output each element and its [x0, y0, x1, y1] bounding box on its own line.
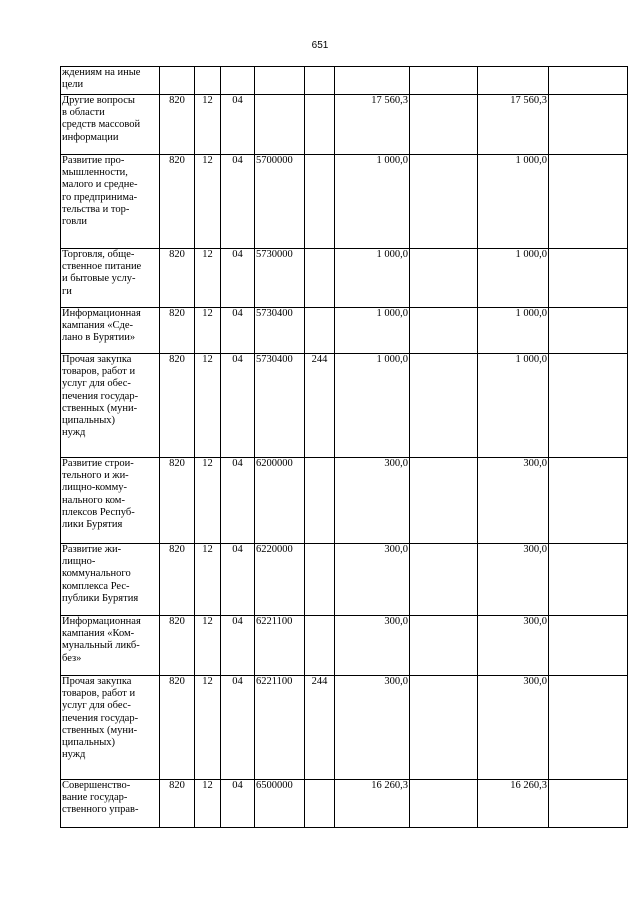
- subsection-code-cell: 04: [221, 676, 255, 780]
- row-name-cell: Прочая закупка товаров, работ и услуг для обес- печения государ- ственных (муни- ципальных) нужд: [61, 676, 160, 780]
- ved-code-cell: 820: [160, 458, 195, 544]
- subsection-code-cell: 04: [221, 95, 255, 155]
- change-cell: [410, 676, 478, 780]
- amount-cell: 16 260,3: [335, 780, 410, 828]
- target-article-cell: 6221100: [255, 676, 305, 780]
- amount-with-changes-cell: 16 260,3: [478, 780, 549, 828]
- table-row: [61, 544, 628, 616]
- expense-type-cell: [305, 544, 335, 616]
- extra-cell: [549, 544, 628, 616]
- change-cell: [410, 155, 478, 249]
- table-row: [61, 676, 628, 780]
- row-name-cell: Информационная кампания «Ком- мунальный ликб- без»: [61, 616, 160, 676]
- amount-cell: 1 000,0: [335, 308, 410, 354]
- extra-cell: [549, 249, 628, 308]
- amount-with-changes-cell: 1 000,0: [478, 155, 549, 249]
- row-name-cell: Развитие строи- тельного и жи- лищно-комму- нального ком- плексов Респуб- лики Бурятия: [61, 458, 160, 544]
- target-article-cell: [255, 67, 305, 95]
- section-code-cell: 12: [195, 155, 221, 249]
- row-name-cell: Развитие жи- лищно- коммунального комплекса Рес- публики Бурятия: [61, 544, 160, 616]
- extra-cell: [549, 67, 628, 95]
- table-row: [61, 249, 628, 308]
- ved-code-cell: 820: [160, 155, 195, 249]
- amount-cell: 17 560,3: [335, 95, 410, 155]
- section-code-cell: 12: [195, 95, 221, 155]
- subsection-code-cell: 04: [221, 308, 255, 354]
- amount-with-changes-cell: 300,0: [478, 616, 549, 676]
- subsection-code-cell: [221, 67, 255, 95]
- subsection-code-cell: 04: [221, 544, 255, 616]
- page-number: 651: [311, 40, 329, 51]
- table-row: [61, 67, 628, 95]
- section-code-cell: 12: [195, 616, 221, 676]
- ved-code-cell: 820: [160, 354, 195, 458]
- extra-cell: [549, 95, 628, 155]
- ved-code-cell: 820: [160, 780, 195, 828]
- ved-code-cell: 820: [160, 249, 195, 308]
- row-name-cell: Торговля, обще- ственное питание и бытовые услу- ги: [61, 249, 160, 308]
- table-row: [61, 780, 628, 828]
- expense-type-cell: [305, 458, 335, 544]
- expense-type-cell: [305, 67, 335, 95]
- table-body: [61, 67, 628, 828]
- target-article-cell: 6221100: [255, 616, 305, 676]
- section-code-cell: [195, 67, 221, 95]
- expense-type-cell: [305, 308, 335, 354]
- amount-with-changes-cell: [478, 67, 549, 95]
- change-cell: [410, 780, 478, 828]
- expense-type-cell: 244: [305, 354, 335, 458]
- amount-cell: 1 000,0: [335, 354, 410, 458]
- table-row: [61, 95, 628, 155]
- section-code-cell: 12: [195, 780, 221, 828]
- amount-with-changes-cell: 300,0: [478, 544, 549, 616]
- section-code-cell: 12: [195, 544, 221, 616]
- ved-code-cell: [160, 67, 195, 95]
- table-row: [61, 155, 628, 249]
- subsection-code-cell: 04: [221, 616, 255, 676]
- section-code-cell: 12: [195, 308, 221, 354]
- table-row: [61, 616, 628, 676]
- ved-code-cell: 820: [160, 676, 195, 780]
- amount-with-changes-cell: 300,0: [478, 676, 549, 780]
- extra-cell: [549, 780, 628, 828]
- section-code-cell: 12: [195, 676, 221, 780]
- extra-cell: [549, 616, 628, 676]
- expense-type-cell: [305, 95, 335, 155]
- target-article-cell: 5730400: [255, 354, 305, 458]
- extra-cell: [549, 354, 628, 458]
- ved-code-cell: 820: [160, 616, 195, 676]
- change-cell: [410, 354, 478, 458]
- extra-cell: [549, 155, 628, 249]
- subsection-code-cell: 04: [221, 354, 255, 458]
- row-name-cell: Прочая закупка товаров, работ и услуг для обес- печения государ- ственных (муни- ципальных) нужд: [61, 354, 160, 458]
- section-code-cell: 12: [195, 354, 221, 458]
- row-name-cell: Информационная кампания «Сде- лано в Бурятии»: [61, 308, 160, 354]
- row-name-cell: Совершенство- вание государ- ственного управ-: [61, 780, 160, 828]
- target-article-cell: 6200000: [255, 458, 305, 544]
- row-name-cell: Развитие про- мышленности, малого и средне- го предпринима- тельства и тор- говли: [61, 155, 160, 249]
- subsection-code-cell: 04: [221, 155, 255, 249]
- target-article-cell: 5730000: [255, 249, 305, 308]
- change-cell: [410, 95, 478, 155]
- target-article-cell: 5700000: [255, 155, 305, 249]
- change-cell: [410, 249, 478, 308]
- section-code-cell: 12: [195, 458, 221, 544]
- extra-cell: [549, 458, 628, 544]
- change-cell: [410, 616, 478, 676]
- expense-type-cell: [305, 780, 335, 828]
- subsection-code-cell: 04: [221, 458, 255, 544]
- amount-cell: [335, 67, 410, 95]
- change-cell: [410, 67, 478, 95]
- target-article-cell: 6500000: [255, 780, 305, 828]
- amount-cell: 300,0: [335, 544, 410, 616]
- expense-type-cell: 244: [305, 676, 335, 780]
- extra-cell: [549, 308, 628, 354]
- amount-with-changes-cell: 17 560,3: [478, 95, 549, 155]
- row-name-cell: ждениям на иные цели: [61, 67, 160, 95]
- section-code-cell: 12: [195, 249, 221, 308]
- amount-with-changes-cell: 300,0: [478, 458, 549, 544]
- amount-cell: 300,0: [335, 616, 410, 676]
- amount-cell: 300,0: [335, 676, 410, 780]
- expense-type-cell: [305, 155, 335, 249]
- amount-cell: 1 000,0: [335, 249, 410, 308]
- amount-cell: 1 000,0: [335, 155, 410, 249]
- change-cell: [410, 458, 478, 544]
- amount-with-changes-cell: 1 000,0: [478, 249, 549, 308]
- amount-cell: 300,0: [335, 458, 410, 544]
- row-name-cell: Другие вопросы в области средств массовой информации: [61, 95, 160, 155]
- amount-with-changes-cell: 1 000,0: [478, 308, 549, 354]
- target-article-cell: 5730400: [255, 308, 305, 354]
- table-row: [61, 308, 628, 354]
- table-row: [61, 458, 628, 544]
- target-article-cell: [255, 95, 305, 155]
- expense-type-cell: [305, 249, 335, 308]
- subsection-code-cell: 04: [221, 780, 255, 828]
- target-article-cell: 6220000: [255, 544, 305, 616]
- table-row: [61, 354, 628, 458]
- expense-type-cell: [305, 616, 335, 676]
- amount-with-changes-cell: 1 000,0: [478, 354, 549, 458]
- budget-table: [60, 66, 628, 828]
- ved-code-cell: 820: [160, 308, 195, 354]
- change-cell: [410, 308, 478, 354]
- ved-code-cell: 820: [160, 95, 195, 155]
- extra-cell: [549, 676, 628, 780]
- ved-code-cell: 820: [160, 544, 195, 616]
- subsection-code-cell: 04: [221, 249, 255, 308]
- change-cell: [410, 544, 478, 616]
